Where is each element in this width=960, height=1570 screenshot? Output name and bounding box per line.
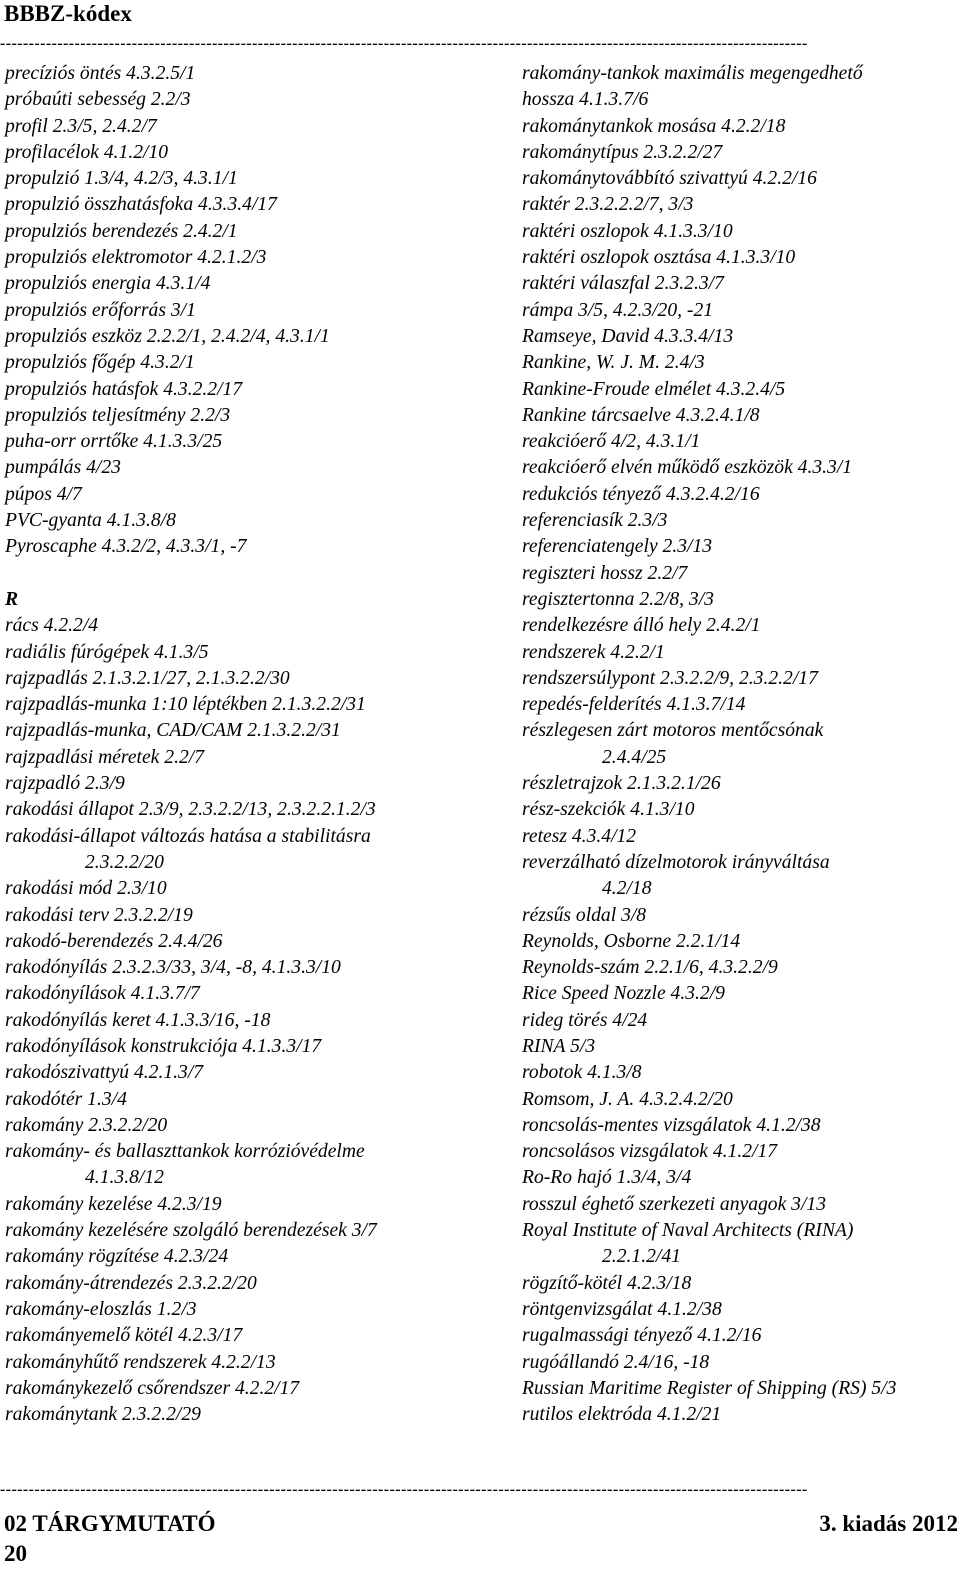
index-entry-text: redukciós tényező 4.3.2.4.2/16: [522, 483, 760, 505]
index-entry-text: röntgenvizsgálat 4.1.2/38: [522, 1298, 722, 1320]
index-entry-text: Reynolds-szám 2.2.1/6, 4.3.2.2/9: [522, 957, 778, 979]
index-entry: [522, 455, 958, 481]
index-entry: [5, 1060, 510, 1086]
index-entry: [522, 1139, 958, 1165]
index-entry: [522, 1165, 958, 1191]
index-entry-text: Rankine tárcsaelve 4.3.2.4.1/8: [522, 404, 760, 426]
index-entry: [5, 1087, 510, 1113]
index-entry: [522, 271, 958, 297]
index-entry: [5, 1008, 510, 1034]
index-entry: [5, 640, 510, 666]
index-entry: [522, 1008, 958, 1034]
index-entry-text: propulziós energia 4.3.1/4: [5, 273, 211, 295]
index-entry: [522, 666, 958, 692]
index-entry-text: rakomány- és ballaszttankok korrózióvédelme: [5, 1141, 365, 1163]
index-entry: [5, 61, 510, 87]
index-entry-text: rajzpadló 2.3/9: [5, 773, 125, 795]
index-entry: [5, 219, 510, 245]
index-entry-text: rakodónyílások 4.1.3.7/7: [5, 983, 200, 1005]
index-entry-text: Reynolds, Osborne 2.2.1/14: [522, 930, 741, 952]
index-entry: [522, 192, 958, 218]
index-entry: [522, 166, 958, 192]
index-entry-text: rakomány-eloszlás 1.2/3: [5, 1298, 197, 1320]
footer-edition: 3. kiadás 2012: [819, 1511, 958, 1536]
index-entry: [522, 219, 958, 245]
index-entry: [522, 298, 958, 324]
index-entry-text: rakománytank 2.3.2.2/29: [5, 1404, 201, 1426]
index-entry-text: részletrajzok 2.1.3.2.1/26: [522, 773, 721, 795]
index-entry: [522, 745, 958, 771]
index-entry: [522, 981, 958, 1007]
index-entry-text: rész-szekciók 4.1.3/10: [522, 799, 695, 821]
index-entry: [5, 876, 510, 902]
index-entry: [5, 114, 510, 140]
index-entry: [522, 508, 958, 534]
index-entry: [522, 903, 958, 929]
index-entry: [522, 613, 958, 639]
index-entry: [522, 771, 958, 797]
index-entry: [5, 692, 510, 718]
index-entry-text: robotok 4.1.3/8: [522, 1062, 642, 1084]
index-entry-text: radiális fúrógépek 4.1.3/5: [5, 641, 209, 663]
index-entry-text: rakodási terv 2.3.2.2/19: [5, 904, 193, 926]
index-entry: [522, 824, 958, 850]
index-entry-text: Romsom, J. A. 4.3.2.4.2/20: [522, 1088, 733, 1110]
index-entry-text: próbaúti sebesség 2.2/3: [5, 89, 191, 111]
index-entry-text: repedés-felderítés 4.1.3.7/14: [522, 694, 746, 716]
index-entry-text: rajzpadlás-munka 1:10 léptékben 2.1.3.2.2/31: [5, 694, 366, 716]
index-entry-text: 2.3.2.2/20: [85, 851, 164, 873]
index-entry-text: rajzpadlási méretek 2.2/7: [5, 746, 204, 768]
index-entry: [5, 745, 510, 771]
index-entry-text: Rice Speed Nozzle 4.3.2/9: [522, 983, 725, 1005]
index-entry-text: reakcióerő elvén működő eszközök 4.3.3/1: [522, 457, 853, 479]
index-entry-text: rakodószivattyú 4.2.1.3/7: [5, 1062, 204, 1084]
index-entry: [5, 403, 510, 429]
index-entry: [522, 929, 958, 955]
index-entry-text: rézsűs oldal 3/8: [522, 904, 647, 926]
page-header-title: BBBZ-kódex: [4, 1, 132, 26]
index-entry-text: Rankine-Froude elmélet 4.3.2.4/5: [522, 378, 786, 400]
index-entry-text: rakodó-berendezés 2.4.4/26: [5, 930, 223, 952]
index-entry: [522, 1034, 958, 1060]
index-entry-text: precíziós öntés 4.3.2.5/1: [5, 63, 196, 84]
index-entry-text: púpos 4/7: [5, 483, 82, 505]
index-entry: [522, 718, 958, 744]
index-entry: [5, 771, 510, 797]
index-entry: [522, 61, 958, 87]
index-entry: [522, 850, 958, 876]
index-entry: [5, 850, 510, 876]
index-entry-text: Rankine, W. J. M. 2.4/3: [522, 352, 705, 374]
index-entry: [5, 1323, 510, 1349]
index-column-right: [522, 61, 958, 1428]
index-entry-text: rutilos elektróda 4.1.2/21: [522, 1404, 722, 1426]
index-entry: [522, 1376, 958, 1402]
index-entry: [5, 429, 510, 455]
index-entry-text: rakodónyílások konstrukciója 4.1.3.3/17: [5, 1035, 322, 1057]
index-entry-text: Russian Maritime Register of Shipping (RS) 5/3: [522, 1377, 897, 1399]
index-entry: [5, 1113, 510, 1139]
index-entry-text: rendszerek 4.2.2/1: [522, 641, 665, 663]
index-entry-text: rideg törés 4/24: [522, 1009, 648, 1031]
index-entry-text: propulziós hatásfok 4.3.2.2/17: [5, 378, 243, 400]
index-entry-text: Royal Institute of Naval Architects (RINA): [522, 1220, 854, 1242]
index-entry: [522, 403, 958, 429]
index-entry: [522, 1087, 958, 1113]
index-entry-text: rakodótér 1.3/4: [5, 1088, 127, 1110]
index-entry-text: rakományhűtő rendszerek 4.2.2/13: [5, 1351, 276, 1373]
index-entry: [522, 1350, 958, 1376]
index-entry: [522, 640, 958, 666]
index-entry-text: propulziós eszköz 2.2.2/1, 2.4.2/4, 4.3.1/1: [5, 325, 330, 347]
index-entry: [5, 1192, 510, 1218]
index-entry: [5, 1402, 510, 1428]
index-entry: [522, 1192, 958, 1218]
index-entry-text: profilacélok 4.1.2/10: [5, 141, 169, 163]
index-entry: [5, 377, 510, 403]
index-entry: [522, 87, 958, 113]
index-entry: [5, 1165, 510, 1191]
index-entry-text: rajzpadlás 2.1.3.2.1/27, 2.1.3.2.2/30: [5, 667, 290, 689]
index-entry: [5, 1244, 510, 1270]
index-entry-text: roncsolásos vizsgálatok 4.1.2/17: [522, 1141, 778, 1163]
index-entry: [522, 1297, 958, 1323]
index-entry-text: PVC-gyanta 4.1.3.8/8: [5, 510, 176, 532]
index-entry-text: 4.1.3.8/12: [85, 1167, 164, 1189]
index-entry: [5, 718, 510, 744]
index-entry-text: rugalmassági tényező 4.1.2/16: [522, 1325, 762, 1347]
index-entry-text: rakománytípus 2.3.2.2/27: [522, 141, 723, 163]
index-entry-text: 2.2.1.2/41: [602, 1246, 681, 1268]
index-entry: [5, 666, 510, 692]
index-entry-text: 2.4.4/25: [602, 746, 667, 768]
index-entry-text: rács 4.2.2/4: [5, 615, 99, 637]
index-entry: [522, 1323, 958, 1349]
index-entry: [5, 1271, 510, 1297]
index-entry: [522, 1113, 958, 1139]
footer-section-title: 02 TÁRGYMUTATÓ: [4, 1511, 216, 1536]
index-entry: [5, 797, 510, 823]
index-entry-text: roncsolás-mentes vizsgálatok 4.1.2/38: [522, 1114, 821, 1136]
index-entry-text: rakomány kezelésére szolgáló berendezések 3/7: [5, 1220, 377, 1242]
index-entry-text: reverzálható dízelmotorok irányváltása: [522, 851, 830, 873]
index-entry: [5, 482, 510, 508]
index-entry-text: rakodási állapot 2.3/9, 2.3.2.2/13, 2.3.2.2.1.2/3: [5, 799, 376, 821]
index-entry: [5, 955, 510, 981]
index-entry-text: rakomány-átrendezés 2.3.2.2/20: [5, 1272, 257, 1294]
index-entry-text: Ro-Ro hajó 1.3/4, 3/4: [522, 1167, 692, 1189]
index-entry-text: rendelkezésre álló hely 2.4.2/1: [522, 615, 761, 637]
index-entry-text: raktéri oszlopok osztása 4.1.3.3/10: [522, 247, 796, 269]
index-entry: [5, 350, 510, 376]
index-entry: [5, 298, 510, 324]
index-entry-text: rakodási mód 2.3/10: [5, 878, 167, 900]
index-entry: [5, 192, 510, 218]
index-entry-text: propulzió 1.3/4, 4.2/3, 4.3.1/1: [5, 168, 238, 190]
index-entry: [5, 245, 510, 271]
index-entry-text: 4.2/18: [602, 878, 652, 900]
index-entry-text: rakománytovábbító szivattyú 4.2.2/16: [522, 168, 817, 190]
index-entry-text: propulziós berendezés 2.4.2/1: [5, 220, 238, 242]
index-entry-text: rögzítő-kötél 4.2.3/18: [522, 1272, 692, 1294]
index-entry: [522, 1271, 958, 1297]
index-entry: [522, 561, 958, 587]
index-entry: [522, 140, 958, 166]
index-entry-text: propulziós elektromotor 4.2.1.2/3: [5, 247, 267, 269]
index-entry: [522, 377, 958, 403]
index-entry: [5, 1297, 510, 1323]
index-entry: [5, 324, 510, 350]
index-entry: [5, 271, 510, 297]
index-entry: [522, 482, 958, 508]
index-entry-text: rakodónyílás 2.3.2.3/33, 3/4, -8, 4.1.3.3/10: [5, 957, 341, 979]
index-entry-text: regisztertonna 2.2/8, 3/3: [522, 588, 714, 610]
index-entry: [5, 1218, 510, 1244]
index-entry: [5, 87, 510, 113]
index-entry: [5, 455, 510, 481]
index-entry-text: rakománytankok mosása 4.2.2/18: [522, 115, 786, 137]
index-entry-text: rugóállandó 2.4/16, -18: [522, 1351, 710, 1373]
index-entry-text: pumpálás 4/23: [5, 457, 121, 479]
index-entry-text: rakományemelő kötél 4.2.3/17: [5, 1325, 243, 1347]
index-entry: [522, 350, 958, 376]
index-entry: [522, 1402, 958, 1428]
index-entry-text: rakománykezelő csőrendszer 4.2.2/17: [5, 1377, 300, 1399]
index-entry-text: raktéri válaszfal 2.3.2.3/7: [522, 273, 724, 295]
index-entry-text: retesz 4.3.4/12: [522, 825, 637, 847]
index-entry: [522, 534, 958, 560]
index-entry-text: propulzió összhatásfoka 4.3.3.4/17: [5, 194, 277, 216]
index-entry: [5, 903, 510, 929]
index-entry-text: raktér 2.3.2.2.2/7, 3/3: [522, 194, 694, 216]
index-entry: [522, 797, 958, 823]
index-entry: [5, 1034, 510, 1060]
index-entry: [522, 692, 958, 718]
index-entry-text: propulziós teljesítmény 2.2/3: [5, 404, 231, 426]
index-entry: [5, 534, 510, 560]
index-entry: [522, 1244, 958, 1270]
index-entry-text: Ramseye, David 4.3.3.4/13: [522, 325, 734, 347]
index-entry: [522, 429, 958, 455]
index-entry-text: propulziós erőforrás 3/1: [5, 299, 196, 321]
index-entry-text: rajzpadlás-munka, CAD/CAM 2.1.3.2.2/31: [5, 720, 341, 742]
index-entry: [5, 508, 510, 534]
index-entry-text: rakodónyílás keret 4.1.3.3/16, -18: [5, 1009, 271, 1031]
index-spacer: [5, 561, 510, 587]
index-entry-text: rosszul éghető szerkezeti anyagok 3/13: [522, 1193, 827, 1215]
index-entry: [522, 955, 958, 981]
index-entry-text: puha-orr orrtőke 4.1.3.3/25: [5, 431, 223, 453]
index-entry-text: profil 2.3/5, 2.4.2/7: [5, 115, 157, 137]
index-entry: [5, 1350, 510, 1376]
index-entry-text: Pyroscaphe 4.3.2/2, 4.3.3/1, -7: [5, 536, 247, 558]
index-entry-text: rakomány-tankok maximális megengedhető: [522, 63, 863, 84]
index-entry: [5, 613, 510, 639]
index-entry-text: hossza 4.1.3.7/6: [522, 89, 649, 111]
index-entry: [5, 1376, 510, 1402]
index-entry-text: propulziós főgép 4.3.2/1: [5, 352, 195, 374]
index-entry-text: rakomány rögzítése 4.2.3/24: [5, 1246, 229, 1268]
index-entry: [522, 587, 958, 613]
index-entry-text: RINA 5/3: [522, 1035, 596, 1057]
index-entry: [522, 876, 958, 902]
index-entry-text: reakcióerő 4/2, 4.3.1/1: [522, 431, 701, 453]
index-entry: [522, 324, 958, 350]
index-entry: [5, 1139, 510, 1165]
index-entry-text: részlegesen zárt motoros mentőcsónak: [522, 720, 824, 742]
index-entry: [522, 245, 958, 271]
index-entry-text: rakomány 2.3.2.2/20: [5, 1114, 168, 1136]
index-entry-text: rakomány kezelése 4.2.3/19: [5, 1193, 222, 1215]
page-number: 20: [4, 1541, 27, 1566]
index-entry-text: raktéri oszlopok 4.1.3.3/10: [522, 220, 733, 242]
footer-rule: ---------------------------------------------------------------------------------------------------------------------------------------------: [0, 1482, 808, 1498]
index-entry-text: R: [5, 588, 19, 610]
index-entry-text: rendszersúlypont 2.3.2.2/9, 2.3.2.2/17: [522, 667, 818, 689]
index-entry: [5, 981, 510, 1007]
header-rule: ---------------------------------------------------------------------------------------------------------------------------------------------: [0, 36, 808, 52]
index-entry: [5, 140, 510, 166]
index-entry: [522, 1060, 958, 1086]
index-entry: [522, 1218, 958, 1244]
index-entry: [522, 114, 958, 140]
index-entry: [5, 824, 510, 850]
index-entry-text: referenciasík 2.3/3: [522, 510, 668, 532]
index-section-letter: [5, 587, 510, 613]
index-entry-text: referenciatengely 2.3/13: [522, 536, 713, 558]
index-entry: [5, 929, 510, 955]
index-column-left: [5, 61, 510, 1428]
index-entry: [5, 166, 510, 192]
index-entry-text: rámpa 3/5, 4.2.3/20, -21: [522, 299, 714, 321]
index-entry-text: regiszteri hossz 2.2/7: [522, 562, 688, 584]
index-entry-text: rakodási-állapot változás hatása a stabilitásra: [5, 825, 371, 847]
